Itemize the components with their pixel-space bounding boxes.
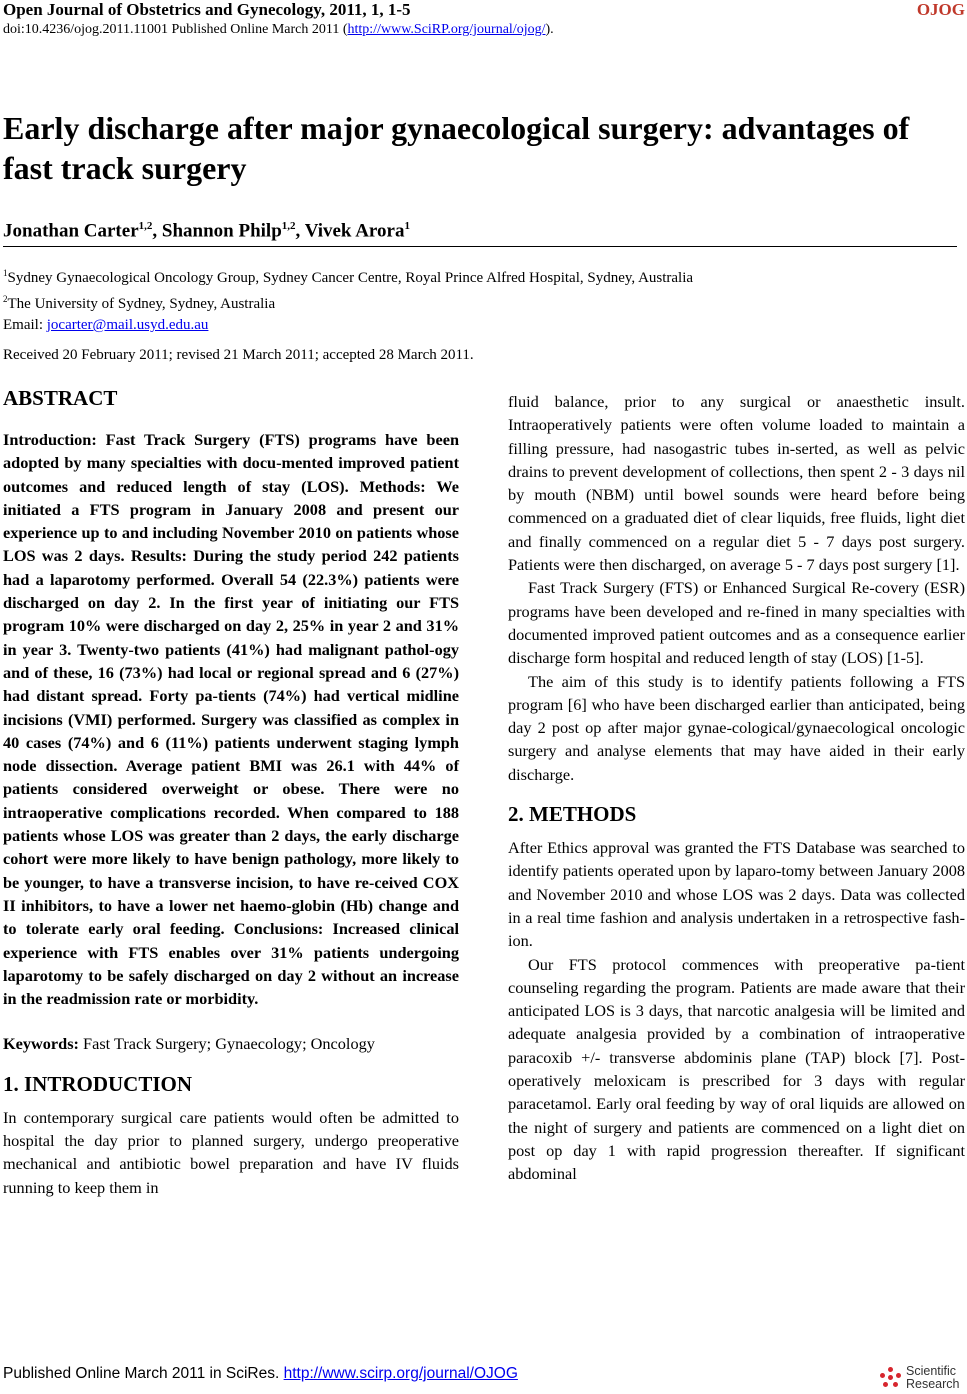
methods-paragraph: Our FTS protocol commences with preoperative pa-tient counseling regarding the program. Patients are made aware that their anticipated LOS is 3 days, that narcotic analgesia will be limited and adequate analgesia provided by a combination of intraoperative paracoxib +/- transverse abdominis plane (TAP) block [7]. Post-operatively meloxicam is prescribed for 3 days with regular paracetamol. Early oral feeding by way of oral liquids are allowed on the night of surgery and patients are commenced on a light diet on post op day 1 with rapid progression thereafter. If significant abdominal xyxy=(508,954,965,1184)
title-divider xyxy=(3,246,957,247)
author-separator: , xyxy=(295,220,305,242)
keywords xyxy=(3,1032,459,1055)
author-affiliation-marker: 1,2 xyxy=(138,220,153,232)
affiliation-2 xyxy=(3,289,693,315)
doi-text: doi:10.4236/ojog.2011.11001 Published Online March 2011 ( xyxy=(3,22,348,37)
journal-header xyxy=(3,0,965,39)
logo-line-1: Scientific xyxy=(906,1363,957,1378)
footer-link[interactable]: http://www.scirp.org/journal/OJOG xyxy=(283,1365,518,1382)
page-footer xyxy=(3,1364,518,1384)
abstract-body: Introduction: Fast Track Surgery (FTS) programs have been adopted by many specialties with docu-mented improved patient outcomes and reduced length of stay (LOS). Methods: We initiated a FTS program in January 2008 and present our experience up to and including November 2010 on patients whose LOS was 2 days. Results: During the study period 242 patients had a laparotomy performed. Overall 54 (22.3%) patients were discharged on day 2. In the first year of initiating our FTS program 10% were discharged on day 2, 25% in year 2 and 31% in year 3. Twenty-two patients (41%) had malignant pathol-ogy and of these, 16 (73%) had local or regional spread and 6 (27%) had distant spread. Forty pa-tients (74%) had vertical midline incisions (VMI) performed. Surgery was classified as complex in 40 cases (74%) and 6 (11%) patients underwent staging lymph node dissection. Average patient BMI was 26.1 with 44% of patients considered overweight or obese. There were no intraoperative complications recorded. When compared to 188 patients whose LOS was greater than 2 days, the early discharge cohort were more likely to have benign pathology, more likely to be younger, to have a transverse incision, to have re-ceived COX II inhibitors, to have a lower net haemo-globin (Hb) change and to tolerate early oral feeding. Conclusions: Increased clinical experience with FTS enables over 31% patients undergoing laparotomy to be safely discharged on day 2 without an increase in the readmission rate or morbidity. xyxy=(3,430,459,1009)
affiliation-text: Sydney Gynaecological Oncology Group, Sydney Cancer Centre, Royal Prince Alfred Hospital, Sydney, Australia xyxy=(7,270,694,286)
introduction-paragraph: The aim of this study is to identify patients following a FTS program [6] who have been discharged earlier than anticipated, being day 2 post op after major gynae-cological/gynaecological oncologic surgery and analyse elements that may have aided in their early discharge. xyxy=(508,671,965,784)
journal-citation: Open Journal of Obstetrics and Gynecology, 2011, 1, 1-5 xyxy=(3,0,411,19)
email-line xyxy=(3,315,693,336)
logo-wordmark xyxy=(906,1365,960,1391)
author-separator: , xyxy=(152,220,162,242)
author-name: Vivek Arora xyxy=(304,220,405,242)
keywords-text: Fast Track Surgery; Gynaecology; Oncology xyxy=(78,1034,375,1054)
introduction-heading: 1. INTRODUCTION xyxy=(3,1071,193,1096)
paper-title: Early discharge after major gynaecological surgery: advantages of fast track surgery xyxy=(3,110,910,186)
introduction-paragraph: In contemporary surgical care patients would often be admitted to hospital the day prior to planned surgery, undergo preoperative mechanical and antibiotic bowel preparation and have IV fluids running to keep them in xyxy=(3,1107,459,1197)
journal-title-line xyxy=(3,0,965,19)
left-column xyxy=(3,384,459,1199)
right-column xyxy=(508,390,965,1186)
author-name: Shannon Philp xyxy=(161,220,282,242)
received-dates: Received 20 February 2011; revised 21 March 2011; accepted 28 March 2011. xyxy=(3,347,474,363)
journal-link[interactable]: http://www.SciRP.org/journal/ojog/ xyxy=(347,22,546,37)
doi-line xyxy=(3,20,965,39)
doi-suffix: ). xyxy=(545,22,554,37)
footer-text: Published Online March 2011 in SciRes. xyxy=(3,1365,284,1382)
author-affiliation-marker: 1,2 xyxy=(281,220,296,232)
journal-code: OJOG xyxy=(916,0,965,19)
scientific-research-logo xyxy=(880,1361,967,1394)
email-link[interactable]: jocarter@mail.usyd.edu.au xyxy=(46,317,209,333)
logo-dots-icon xyxy=(880,1367,902,1389)
methods-heading: 2. METHODS xyxy=(508,802,637,827)
affiliation-marker: 1 xyxy=(3,268,8,278)
affiliation-text: The University of Sydney, Sydney, Australia xyxy=(7,296,276,312)
logo-line-2: Research xyxy=(906,1376,960,1391)
author-name: Jonathan Carter xyxy=(3,220,139,242)
author-list xyxy=(3,214,410,243)
email-label: Email: xyxy=(3,317,47,333)
author-affiliation-marker: 1 xyxy=(404,220,410,232)
abstract-heading: ABSTRACT xyxy=(3,386,118,410)
affiliation-1 xyxy=(3,263,693,289)
methods-paragraph: After Ethics approval was granted the FTS Database was searched to identify patients operated upon by laparo-tomy between January 2008 and November 2010 and whose LOS was 2 days. Data was collected in a real time fashion and analysis undertaken in a retrospective fash-ion. xyxy=(508,838,965,951)
affiliations xyxy=(3,263,693,336)
introduction-paragraph: Fast Track Surgery (FTS) or Enhanced Surgical Re-covery (ESR) programs have been developed and re-fined in many specialties with documented improved patient outcomes and as a consequence earlier discharge form hospital and reduced length of stay (LOS) [1-5]. xyxy=(508,578,965,668)
keywords-label: Keywords: xyxy=(3,1034,79,1054)
introduction-paragraph-continued: fluid balance, prior to any surgical or anaesthetic insult. Intraoperatively patients were often volume loaded to maintain a filling pressure, had nasogastric tubes in-serted, as well as pelvic drains to prevent development of collections, then spent 2 - 3 days nil by mouth (NBM) until bowel sounds were heard before being commenced on a graduated diet of clear liquids, free fluids, light diet and finally commenced on a regular diet 5 - 7 days post surgery. Patients were then discharged, on average 5 - 7 days post surgery [1]. xyxy=(508,392,965,575)
affiliation-marker: 2 xyxy=(3,294,8,304)
